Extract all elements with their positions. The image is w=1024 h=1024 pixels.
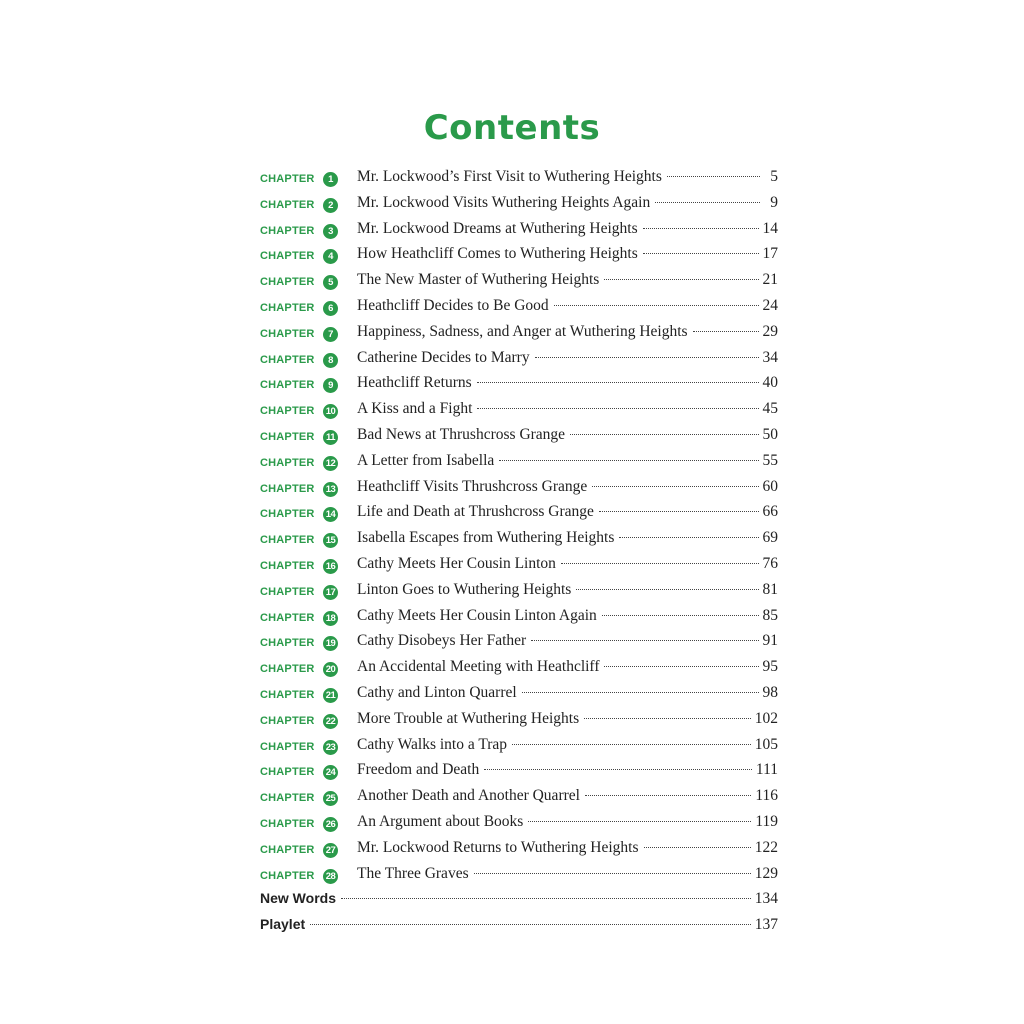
toc-entry: [357, 529, 778, 547]
chapter-label: CHAPTER: [260, 405, 315, 418]
page-number: 50: [762, 425, 778, 443]
page-number: 95: [762, 658, 778, 676]
chapter-number-badge: 25: [323, 791, 338, 806]
chapter-number-badge: 14: [323, 507, 338, 522]
chapter-label: CHAPTER: [260, 430, 315, 443]
dot-leader: [655, 202, 760, 203]
dot-leader: [604, 666, 758, 667]
dot-leader: [499, 460, 758, 461]
dot-leader: [592, 486, 758, 487]
toc-entry: [357, 374, 778, 392]
chapter-number-badge: 26: [323, 817, 338, 832]
dot-leader: [531, 640, 758, 641]
chapter-title: Happiness, Sadness, and Anger at Wuthering Heights: [357, 322, 688, 340]
page-number: 9: [770, 193, 778, 211]
chapter-number-badge: 27: [323, 843, 338, 858]
toc-entry: [357, 478, 778, 496]
chapter-label: CHAPTER: [260, 611, 315, 624]
toc-chapter-row: [260, 269, 778, 295]
toc-entry: [357, 555, 778, 573]
page-number: 105: [754, 735, 778, 753]
chapter-label: CHAPTER: [260, 173, 315, 185]
chapter-title: An Argument about Books: [357, 812, 524, 830]
chapter-title: Linton Goes to Wuthering Heights: [357, 580, 572, 598]
chapter-title: Heathcliff Visits Thrushcross Grange: [357, 477, 588, 495]
chapter-number-badge: 16: [323, 559, 338, 574]
toc-chapter-row: [260, 218, 778, 244]
chapter-number-badge: 18: [323, 611, 338, 626]
section-title: Playlet: [260, 916, 306, 933]
chapter-label: CHAPTER: [260, 843, 315, 856]
chapter-title: Heathcliff Returns: [357, 374, 472, 392]
toc-chapter-row: [260, 321, 778, 347]
chapter-number-badge: 4: [323, 249, 338, 264]
chapter-label: CHAPTER: [260, 663, 315, 676]
toc-chapter-row: [260, 424, 778, 450]
toc-chapter-row: [260, 243, 778, 269]
chapter-title: Another Death and Another Quarrel: [357, 787, 580, 805]
toc-chapter-row: [260, 734, 778, 760]
toc-entry: [357, 632, 778, 650]
chapter-title: The New Master of Wuthering Heights: [357, 271, 600, 289]
chapter-number-badge: 24: [323, 765, 338, 780]
dot-leader: [604, 279, 758, 280]
toc-entry: [357, 168, 778, 186]
chapter-number-badge: 11: [323, 430, 338, 445]
page-number: 119: [755, 812, 778, 830]
toc-chapter-row: [260, 630, 778, 656]
chapter-title: Heathcliff Decides to Be Good: [357, 296, 549, 314]
chapter-number-badge: 12: [323, 456, 338, 471]
toc-entry: [357, 271, 778, 289]
page-number: 34: [762, 348, 778, 366]
toc-chapter-row: [260, 166, 778, 192]
page-title: Contents: [423, 108, 601, 148]
chapter-label: CHAPTER: [260, 327, 315, 340]
toc-entry: [357, 452, 778, 470]
chapter-title: The Three Graves: [357, 864, 469, 882]
chapter-title: Mr. Lockwood Dreams at Wuthering Heights: [357, 219, 638, 237]
dot-leader: [585, 795, 751, 796]
page-number: 116: [755, 787, 778, 805]
page-number: 85: [762, 606, 778, 624]
dot-leader: [667, 176, 760, 177]
page-number: 60: [762, 477, 778, 495]
toc-entry: [357, 297, 778, 315]
chapter-label: CHAPTER: [260, 792, 315, 805]
chapter-title: How Heathcliff Comes to Wuthering Heights: [357, 245, 638, 263]
toc-chapter-row: [260, 295, 778, 321]
chapter-title: Life and Death at Thrushcross Grange: [357, 503, 594, 521]
page-number: 76: [762, 554, 778, 572]
chapter-number-badge: 5: [323, 275, 338, 290]
chapter-label: CHAPTER: [260, 456, 315, 469]
toc-chapter-row: [260, 605, 778, 631]
toc-entry: [357, 245, 778, 263]
chapter-title: Bad News at Thrushcross Grange: [357, 425, 566, 443]
dot-leader: [512, 744, 751, 745]
toc-entry: [357, 813, 778, 831]
chapter-number-badge: 2: [323, 198, 338, 213]
toc-chapter-row: [260, 527, 778, 553]
toc-entry: [357, 710, 778, 728]
toc-chapter-row: [260, 708, 778, 734]
toc-entry: [357, 400, 778, 418]
chapter-number-badge: 1: [323, 172, 338, 187]
chapter-label: CHAPTER: [260, 250, 315, 263]
page-number: 129: [754, 864, 778, 882]
toc-chapter-row: [260, 682, 778, 708]
page-number: 91: [762, 632, 778, 650]
toc-entry: [357, 865, 778, 883]
chapter-label: CHAPTER: [260, 869, 315, 882]
toc-entry: [357, 839, 778, 857]
chapter-title: Cathy Disobeys Her Father: [357, 632, 527, 650]
chapter-number-badge: 7: [323, 327, 338, 342]
page-number: 111: [755, 761, 778, 779]
dot-leader: [528, 821, 751, 822]
toc-chapter-row: [260, 347, 778, 373]
dot-leader: [474, 873, 751, 874]
chapter-number-badge: 21: [323, 688, 338, 703]
toc-entry: [357, 323, 778, 341]
toc-entry: [357, 761, 778, 779]
chapter-number-badge: 3: [323, 224, 338, 239]
chapter-number-badge: 23: [323, 740, 338, 755]
page-number: 81: [762, 580, 778, 598]
table-of-contents: [260, 166, 778, 940]
page-number: 137: [754, 916, 778, 934]
toc-chapter-row: [260, 501, 778, 527]
page-number: 69: [762, 529, 778, 547]
chapter-title: Mr. Lockwood Returns to Wuthering Heights: [357, 838, 639, 856]
chapter-title: Isabella Escapes from Wuthering Heights: [357, 529, 615, 547]
toc-entry: [357, 684, 778, 702]
page-number: 14: [762, 219, 778, 237]
toc-entry: [357, 658, 778, 676]
toc-chapter-row: [260, 476, 778, 502]
chapter-title: Cathy Meets Her Cousin Linton: [357, 554, 556, 572]
page-number: 17: [762, 245, 778, 263]
toc-entry: [357, 194, 778, 212]
dot-leader: [522, 692, 759, 693]
toc-entry: [357, 426, 778, 444]
chapter-label: CHAPTER: [260, 224, 315, 237]
chapter-number-badge: 22: [323, 714, 338, 729]
chapter-label: CHAPTER: [260, 301, 315, 314]
toc-extra-row: [260, 888, 778, 914]
toc-entry: [357, 220, 778, 238]
chapter-number-badge: 20: [323, 662, 338, 677]
toc-entry: [357, 581, 778, 599]
toc-chapter-row: [260, 450, 778, 476]
chapter-label: CHAPTER: [260, 766, 315, 779]
chapter-title: Cathy Walks into a Trap: [357, 735, 508, 753]
chapter-title: A Letter from Isabella: [357, 451, 495, 469]
toc-chapter-row: [260, 192, 778, 218]
chapter-number-badge: 28: [323, 869, 338, 884]
page-number: 24: [762, 296, 778, 314]
dot-leader: [599, 511, 759, 512]
page-number: 55: [762, 451, 778, 469]
chapter-title: A Kiss and a Fight: [357, 400, 473, 418]
page-number: 134: [754, 890, 778, 908]
chapter-label: CHAPTER: [260, 637, 315, 650]
dot-leader: [570, 434, 758, 435]
toc-entry: [357, 607, 778, 625]
chapter-number-badge: 17: [323, 585, 338, 600]
chapter-label: CHAPTER: [260, 534, 315, 547]
dot-leader: [644, 847, 751, 848]
chapter-label: CHAPTER: [260, 276, 315, 289]
chapter-title: Cathy and Linton Quarrel: [357, 683, 517, 701]
page-number: 40: [762, 374, 778, 392]
dot-leader: [554, 305, 759, 306]
chapter-label: CHAPTER: [260, 198, 315, 211]
chapter-label: CHAPTER: [260, 817, 315, 830]
chapter-number-badge: 6: [323, 301, 338, 316]
dot-leader: [602, 615, 759, 616]
chapter-label: CHAPTER: [260, 585, 315, 598]
dot-leader: [576, 589, 758, 590]
chapter-number-badge: 9: [323, 378, 338, 393]
page-number: 21: [762, 271, 778, 289]
page-number: 98: [762, 683, 778, 701]
chapter-label: CHAPTER: [260, 688, 315, 701]
toc-chapter-row: [260, 785, 778, 811]
dot-leader: [477, 382, 759, 383]
toc-chapter-row: [260, 372, 778, 398]
toc-chapter-row: [260, 656, 778, 682]
chapter-title: More Trouble at Wuthering Heights: [357, 709, 580, 727]
toc-chapter-row: [260, 398, 778, 424]
dot-leader: [693, 331, 759, 332]
chapter-label: CHAPTER: [260, 714, 315, 727]
toc-chapter-row: [260, 579, 778, 605]
toc-entry: [357, 349, 778, 367]
chapter-title: Cathy Meets Her Cousin Linton Again: [357, 606, 597, 624]
dot-leader: [561, 563, 759, 564]
chapter-label: CHAPTER: [260, 740, 315, 753]
toc-entry: [260, 916, 778, 934]
dot-leader: [535, 357, 759, 358]
toc-entry: [357, 736, 778, 754]
chapter-label: CHAPTER: [260, 559, 315, 572]
section-title: New Words: [260, 890, 336, 907]
toc-chapter-row: [260, 837, 778, 863]
dot-leader: [341, 898, 751, 899]
chapter-title: Mr. Lockwood’s First Visit to Wuthering Heights: [357, 168, 662, 185]
toc-entry: [260, 890, 778, 908]
toc-chapter-row: [260, 811, 778, 837]
chapter-title: Mr. Lockwood Visits Wuthering Heights Again: [357, 193, 651, 211]
page-number: 45: [762, 400, 778, 418]
toc-chapter-row: [260, 759, 778, 785]
toc-chapter-row: [260, 863, 778, 889]
chapter-label: CHAPTER: [260, 508, 315, 521]
chapter-title: Freedom and Death: [357, 761, 480, 779]
toc-entry: [357, 503, 778, 521]
chapter-number-badge: 10: [323, 404, 338, 419]
dot-leader: [619, 537, 758, 538]
page-number: 29: [762, 322, 778, 340]
chapter-label: CHAPTER: [260, 379, 315, 392]
chapter-label: CHAPTER: [260, 353, 315, 366]
page-number: 66: [762, 503, 778, 521]
dot-leader: [643, 253, 759, 254]
dot-leader: [484, 769, 752, 770]
chapter-title: An Accidental Meeting with Heathcliff: [357, 658, 600, 676]
dot-leader: [584, 718, 751, 719]
chapter-number-badge: 8: [323, 353, 338, 368]
toc-entry: [357, 787, 778, 805]
chapter-number-badge: 19: [323, 636, 338, 651]
toc-chapter-row: [260, 553, 778, 579]
dot-leader: [477, 408, 758, 409]
chapter-label: CHAPTER: [260, 482, 315, 495]
dot-leader: [310, 924, 751, 925]
chapter-number-badge: 15: [323, 533, 338, 548]
chapter-title: Catherine Decides to Marry: [357, 348, 530, 366]
page-number: 5: [770, 168, 778, 185]
page-number: 102: [754, 709, 778, 727]
page-number: 122: [754, 838, 778, 856]
chapter-number-badge: 13: [323, 482, 338, 497]
toc-extra-row: [260, 914, 778, 940]
dot-leader: [643, 228, 759, 229]
